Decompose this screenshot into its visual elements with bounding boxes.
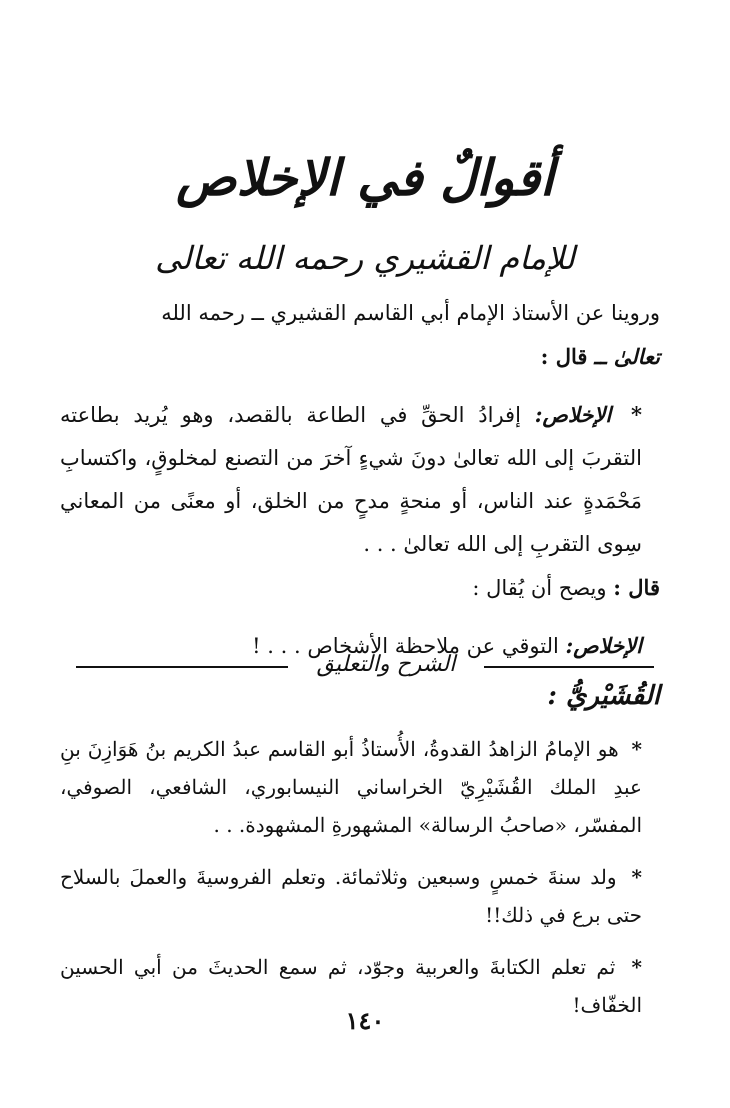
quote-2-term: الإخلاص: [565, 633, 642, 658]
commentary-section [60, 676, 660, 1024]
quote-1-text: إفرادُ الحقِّ في الطاعة بالقصد، وهو يُريد بطاعته التقربَ إلى الله تعالىٰ دونَ شيءٍ آخرَ من التصنع لمخلوقٍ، واكتسابِ مَحْمَدةٍ عند الناس، أو منحةٍ مدحٍ من الخلق، أو معنًى من المعاني سِوى التقربِ إلى الله تعالىٰ . . . [60, 403, 642, 556]
commentary-heading: القُشَيْريُّ : [547, 681, 660, 711]
intro-paragraph [60, 292, 660, 379]
quote-2-intro-text: ويصح أن يُقال : [472, 576, 607, 600]
quote-2-said: قال : [613, 575, 660, 600]
star-bullet: * [631, 402, 642, 427]
divider-label: الشرح والتعليق [316, 652, 456, 677]
intro-said: قال : [540, 344, 588, 369]
commentary-text: هو الإمامُ الزاهدُ القدوةُ، الأُستاذُ أبو القاسم عبدُ الكريم بنُ هَوَازِنَ بنِ عبدِ الملك القُشَيْرِيّ الخراساني النيسابوري، الشافعي، الصوفي، المفسّر، «صاحبُ الرسالة» المشهورةِ المشهودة. . . [60, 737, 642, 837]
page-subtitle: للإمام القشيري رحمه الله تعالى [155, 239, 575, 277]
page-title: أقوالٌ في الإخلاص [176, 148, 554, 207]
star-bullet: * [631, 865, 643, 889]
quote-1-term: الإخلاص: [534, 402, 612, 427]
star-bullet: * [631, 955, 642, 979]
main-text [60, 292, 660, 668]
divider-line-left [76, 666, 288, 668]
divider-line-right [484, 666, 654, 668]
page-number: ١٤٠ [345, 1006, 385, 1035]
intro-text: وروينا عن الأستاذ الإمام أبي القاسم القشيري ــ رحمه الله [161, 301, 660, 325]
commentary-text: ولد سنةَ خمسٍ وسبعين وثلاثمائة. وتعلم الفروسيةَ والعملَ بالسلاح حتى برع في ذلك!! [60, 865, 642, 927]
quote-1-paragraph [60, 393, 660, 566]
quote-2-text: التوقي عن ملاحظة الأشخاص . . . ! [252, 634, 559, 658]
commentary-paragraph [60, 730, 660, 844]
star-bullet: * [631, 737, 643, 761]
quote-2-intro [60, 566, 660, 610]
commentary-paragraph [60, 858, 660, 934]
intro-continuation: تعالىٰ ــ [594, 344, 660, 369]
commentary-text: ثم تعلم الكتابةَ والعربية وجوّد، ثم سمع الحديثَ من أبي الحسين الخفّاف! [60, 955, 642, 1017]
